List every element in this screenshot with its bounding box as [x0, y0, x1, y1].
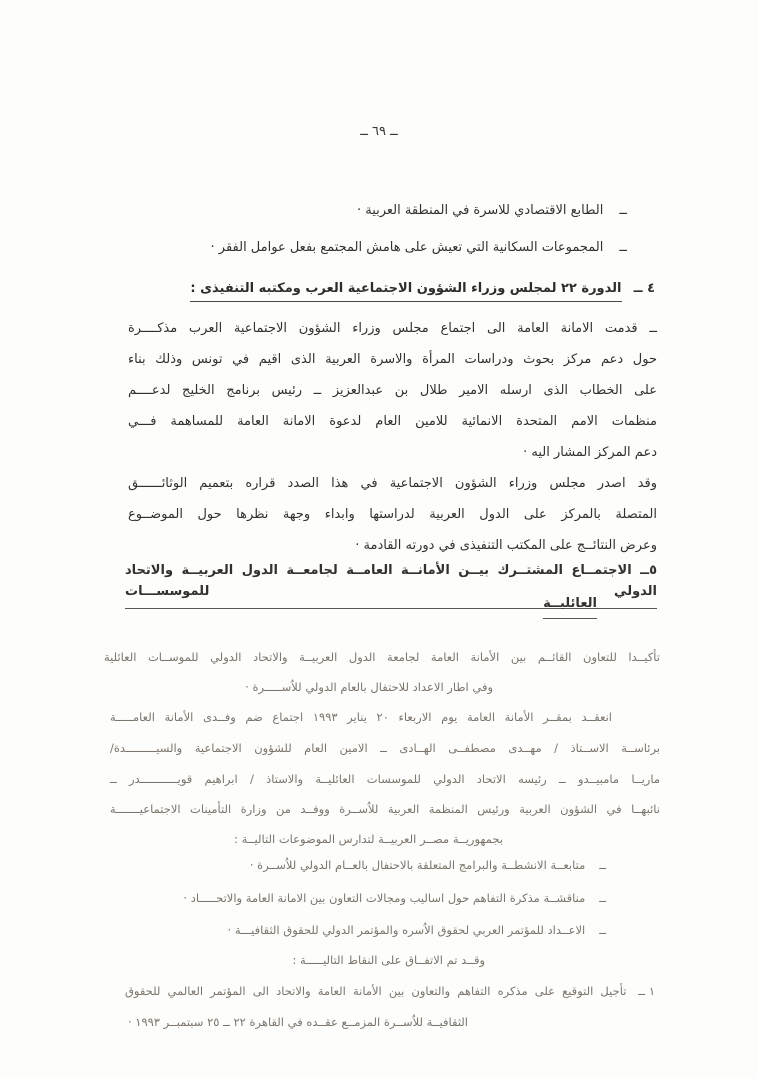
numbered-item-text: تأجيل التوقيع على مذكره التفاهم والتعاون بين الأمانة العامة والاتحاد الى المؤتمر العالمي للحقوق — [125, 984, 627, 998]
list-item — [160, 856, 606, 875]
paragraph-line: ــ قدمت الامانة العامة الى اجتماع مجلس وزراء الشؤون الاجتماعية العرب مذكــــرة — [128, 321, 657, 336]
dash-marker: ــ — [619, 203, 627, 218]
list-item — [160, 921, 606, 940]
dash-marker: ــ — [599, 891, 606, 905]
section4-heading — [190, 278, 655, 299]
paragraph-line: بجمهوريــة مصــر العربيــة لتدارس الموضوعات التاليــة : — [234, 832, 503, 846]
dash-marker: ــ — [619, 240, 627, 255]
agreement-intro: وقــد تم الاتفــاق على النقاط التاليـــــة : — [292, 953, 485, 967]
list-item-text: متابعــة الانشطــة والبرامج المتعلقة بالاحتفال بالعــام الدولي للاُســرة · — [249, 858, 586, 872]
section5-heading-line2: العائليــة — [543, 593, 597, 619]
page-number: ــ ٦٩ ــ — [360, 124, 398, 139]
paragraph-line: المتصلة بالمركز على الدول العربية لدراستها وابداء وجهة نظرها حول الموضــوع — [128, 507, 657, 522]
paragraph-line: نائبهــا في الشؤون العربية ورئيس المنظمة العربية للاُســرة ووفــد من وزارة التأمينات الاجتماعيـــــــة — [110, 802, 660, 816]
list-item-text: المجموعات السكانية التي تعيش على هامش المجتمع بفعل عوامل الفقر · — [210, 240, 604, 255]
paragraph-line: انعقــد بمقــر الأمانة العامة يوم الاربعاء ٢٠ يناير ١٩٩٣ اجتماع ضم وفــدى الأمانة العامـــــة — [110, 710, 612, 724]
list-item-text: مناقشــة مذكرة التفاهم حول اساليب ومجالات التعاون بين الامانة العامة والاتحـــــاد · — [183, 891, 586, 905]
paragraph-line: وفي اطار الاعداد للاحتفال بالعام الدولي للاُســـــرة · — [245, 680, 493, 694]
paragraph-line: برئاســة الاســتاذ / مهــدى مصطفــى الهــادى ــ الامين العام للشؤون الاجتماعية والسيـــــــــدة/ — [110, 741, 660, 755]
numbered-item-text: الثقافيــة للاُســرة المزمــع عقــده في القاهرة ٢٢ ــ ٢٥ سبتمبــر ١٩٩٣ · — [127, 1015, 468, 1029]
paragraph-line: تأكيــدا للتعاون القائــم بين الأمانة العامة لجامعة الدول العربيــة والاتحاد الدولي للموســات العائلية — [104, 650, 660, 664]
section-number: ٤ ــ — [633, 281, 655, 296]
list-item — [128, 237, 627, 258]
paragraph-line: وقد اصدر مجلس وزراء الشؤون الاجتماعية في هذا الصدد قراره بتعميم الوثائــــــق — [128, 476, 657, 491]
paragraph-line: منظمات الامم المتحدة الانمائية للامين العام لدعوة الامانة العامة للمساهمة فـــي — [128, 414, 657, 429]
dash-marker: ــ — [599, 923, 606, 937]
numbered-item — [125, 982, 655, 1001]
paragraph-line: حول دعم مركز بحوث ودراسات المرأة والاسرة العربية الذى اقيم في تونس وذلك بناء — [128, 352, 657, 367]
paragraph-line: ماريــا مامبيــدو ــ رئيسه الاتحاد الدولي للموسسات العائليــة والاستاذ / ابراهيم قويـــــــــــدر ــ — [110, 772, 660, 786]
list-item — [135, 889, 606, 908]
list-item — [150, 200, 627, 221]
list-item-text: الاعــداد للمؤتمر العربي لحقوق الاُسره والمؤتمر الدولي للحقوق الثقافيـــة · — [227, 923, 586, 937]
paragraph-line: وعرض النتائــج على المكتب التنفيذى في دورته القادمة · — [355, 538, 657, 553]
list-item-text: الطابع الاقتصادي للاسرة في المنطقة العربية · — [356, 203, 604, 218]
item-number: ١ ــ — [638, 984, 655, 998]
section-number: ٥ــ — [640, 563, 657, 578]
dash-marker: ــ — [599, 858, 606, 872]
section-title: الاجتمــاع المشتــرك بيــن الأمانــة العامــة لجامعــة الدول العربيــة والاتحاد الدولي للموسســـات — [125, 563, 657, 599]
paragraph-line: على الخطاب الذى ارسله الامير طلال بن عبدالعزيز ــ رئيس برنامج الخليج لدعــــم — [128, 383, 657, 398]
section-title: الدورة ٢٢ لمجلس وزراء الشؤون الاجتماعية العرب ومكتبه التنفيذى : — [190, 281, 621, 302]
paragraph-line: دعم المركز المشار اليه · — [523, 445, 657, 460]
